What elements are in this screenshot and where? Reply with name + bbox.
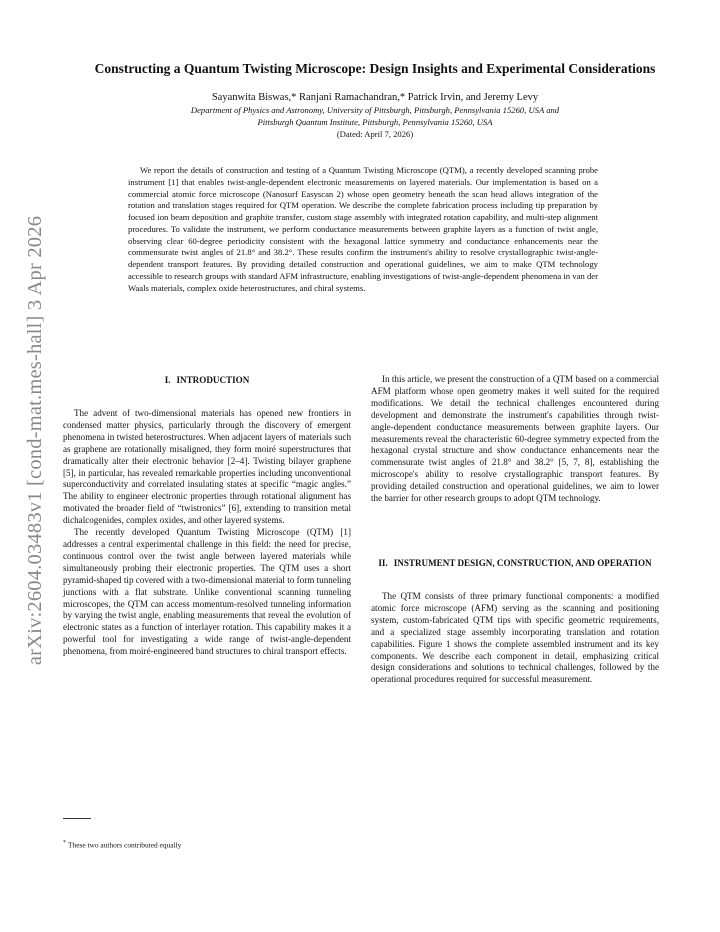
right-column [371, 374, 659, 686]
paper-title: Constructing a Quantum Twisting Microscope: Design Insights and Experimental Considerations [94, 61, 656, 76]
paragraph: The recently developed Quantum Twisting Microscope (QTM) [1] addresses a central experimental challenge in this field: the need for precise, continuous control over the twist angle between layered materials while simultaneously probing their electronic properties. The QTM uses a short pyramid-shaped tip covered with a two-dimensional material to form tunneling junctions with a flat substrate. Unlike conventional scanning tunneling microscopes, the QTM can access momentum-resolved tunneling information by varying the twist angle, enabling measurements that reveal the evolution of electronic states as a function of interlayer rotation. This capability makes it a powerful tool for investigating a wide range of twist-angle-dependent phenomena, from moiré-engineered band structures to chiral transport effects. [63, 527, 351, 657]
footnote-text: These two authors contributed equally [68, 840, 182, 850]
paper-header [70, 60, 680, 140]
paragraph: The advent of two-dimensional materials has opened new frontiers in condensed matter physics, particularly through the discovery of emergent phenomena in twisted heterostructures. When adjacent layers of materials such as graphene are rotationally misaligned, they form moiré superstructures that dramatically alter their electronic behavior [2–4]. Twisting bilayer graphene [5], in particular, has revealed remarkable properties including unconventional superconductivity and correlated insulating states at specific “magic angles.” The ability to engineer electronic properties through rotational alignment has motivated the broader field of “twistronics” [6], extending to transition metal dichalcogenides, complex oxides, and other layered systems. [63, 408, 351, 526]
paragraph: The QTM consists of three primary functional components: a modified atomic force microscope (AFM) serving as the scanning and positioning system, custom-fabricated QTM tips with specific geometric requirements, and a specialized stage assembly incorporating translation and rotation capabilities. Figure 1 shows the complete assembled instrument and its key components. We describe each component in detail, emphasizing critical design considerations and solutions to technical challenges, followed by the operational procedures required for successful measurement. [371, 590, 659, 685]
arxiv-identifier: arXiv:2604.03483v1 [cond-mat.mes-hall] 3 Apr 2026 [24, 215, 47, 665]
date-line: (Dated: April 7, 2026) [336, 129, 414, 139]
left-column [63, 374, 351, 658]
affiliation-line-2: Pittsburgh Quantum Institute, Pittsburgh, Pennsylvania 15260, USA [257, 117, 493, 127]
section-heading-instrument-design [371, 557, 659, 569]
arxiv-side-stamp [18, 210, 54, 670]
section-number: II. [378, 557, 388, 568]
affiliation-line-1: Department of Physics and Astronomy, University of Pittsburgh, Pittsburgh, Pennsylvania 15260, USA and [190, 105, 560, 115]
abstract: We report the details of construction and testing of a Quantum Twisting Microscope (QTM), a recently developed scanning probe instrument [1] that enables twist-angle-dependent electronic measurements on layered materials. Our implementation is based on a commercial atomic force microscope (Nanosurf Easyscan 2) whose open geometry beneath the scan head allows integration of the rotation and translation stages required for QTM operation. We describe the complete fabrication process including tip preparation by focused ion beam deposition and graphite transfer, custom stage assembly with integrated rotation capability, and multi-step alignment procedures. To validate the instrument, we perform conductance measurements between graphite layers as a function of twist angle, observing clear 60-degree periodicity consistent with the hexagonal lattice symmetry and conductance enhancements near the commensurate twist angles of 21.8° and 38.2°. These results confirm the instrument's ability to resolve crystallographic twist-angle-dependent transport features. By providing detailed construction and operational guidelines, we aim to make QTM technology accessible to research groups with standard AFM infrastructure, enabling investigations of twist-angle-dependent phenomena in van der Waals materials, complex oxide heterostructures, and chiral systems. [128, 165, 598, 293]
section-heading-introduction [63, 374, 351, 386]
section-number: I. [164, 375, 171, 385]
author-list: Sayanwita Biswas,* Ranjani Ramachandran,* Patrick Irvin, and Jeremy Levy [211, 92, 539, 103]
paragraph: In this article, we present the construction of a QTM based on a commercial AFM platform whose open geometry makes it well suited for the required modifications. We detail the technical challenges encountered during development and demonstrate the instrument's capabilities through twist-angle-dependent conductance measurements between graphite layers. Our measurements reveal the characteristic 60-degree symmetry expected from the hexagonal crystal structure and show conductance enhancements near the commensurate twist angles of 21.8° and 38.2° [5, 7, 8], establishing the microscope's ability to resolve crystallographic transport features. By providing detailed construction and operational guidelines, we aim to lower the barrier for other research groups to adopt QTM technology. [371, 374, 659, 504]
footnote-rule [63, 818, 91, 819]
footnote [63, 838, 351, 850]
section-title: INTRODUCTION [176, 375, 250, 385]
section-title: INSTRUMENT DESIGN, CONSTRUCTION, AND OPERATION [393, 557, 652, 568]
footnote-mark: * [63, 840, 66, 846]
